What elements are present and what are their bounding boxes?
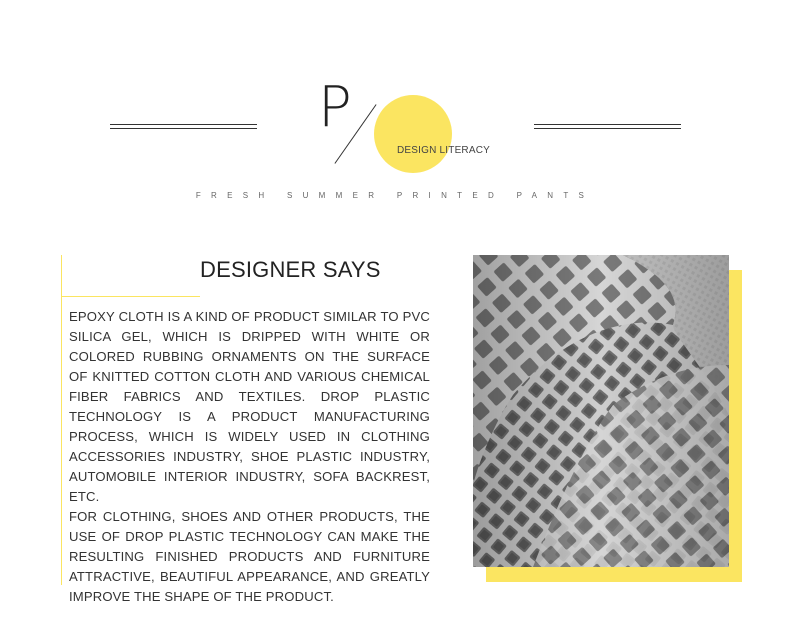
- fabric-texture-image: [473, 255, 729, 567]
- right-double-rule: [534, 124, 681, 125]
- accent-vertical-rule: [61, 255, 62, 585]
- header-letter: P: [318, 75, 352, 140]
- subtitle: FRESH SUMMER PRINTED PANTS: [195, 191, 595, 200]
- badge-label: DESIGN LITERACY: [397, 145, 491, 156]
- paragraph-2: FOR CLOTHING, SHOES AND OTHER PRODUCTS, THE USE OF DROP PLASTIC TECHNOLOGY CAN MAKE THE RESULTING FINISHED PRODUCTS AND FURNITURE ATTRACTIVE, BEAUTIFUL APPEARANCE, AND GREATLY IMPROVE THE SHAPE OF THE PRODUCT.: [69, 509, 430, 604]
- paragraph-1: EPOXY CLOTH IS A KIND OF PRODUCT SIMILAR TO PVC SILICA GEL, WHICH IS DRIPPED WITH WHITE OR COLORED RUBBING ORNAMENTS ON THE SURFACE OF KNITTED COTTON CLOTH AND VARIOUS CHEMICAL FIBER FABRICS AND TEXTILES. DROP PLASTIC TECHNOLOGY IS A PRODUCT MANUFACTURING PROCESS, WHICH IS WIDELY USED IN CLOTHING ACCESSORIES INDUSTRY, SHOE PLASTIC INDUSTRY, AUTOMOBILE INTERIOR INDUSTRY, SOFA BACKREST, ETC.: [69, 309, 430, 504]
- yellow-circle-decoration: [374, 95, 452, 173]
- fabric-photo: [473, 255, 729, 567]
- body-text: [69, 307, 430, 607]
- section-heading: DESIGNER SAYS: [200, 257, 381, 282]
- left-double-rule: [110, 124, 257, 125]
- heading-underline: [61, 296, 200, 297]
